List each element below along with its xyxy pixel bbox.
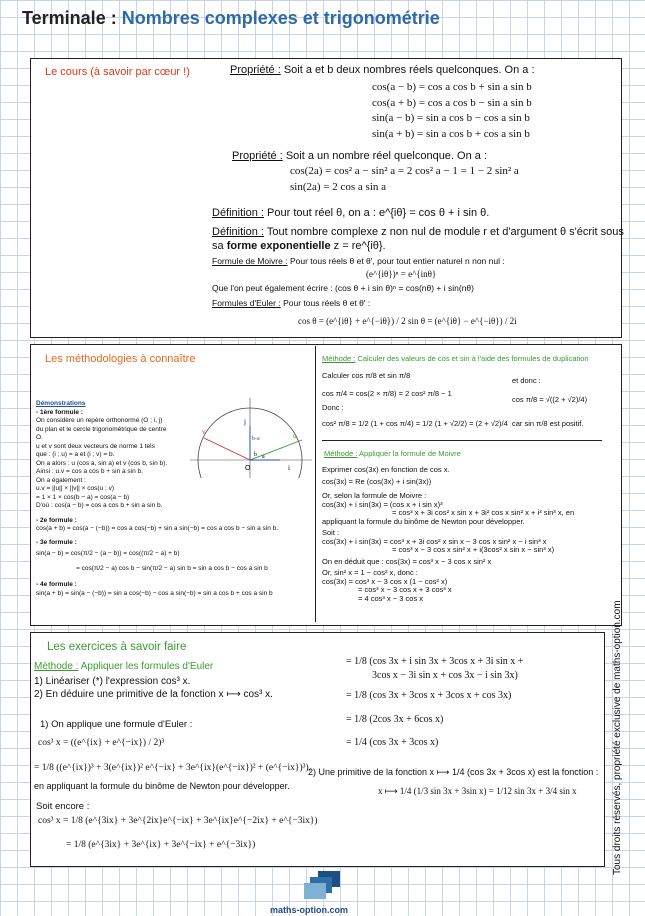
m2-line: Or, selon la formule de Moivre : <box>322 491 427 500</box>
label-u: u <box>293 432 297 440</box>
formula-sin-a-minus-b: sin(a − b) = sin a cos b − cos a sin b <box>372 112 530 124</box>
ex-left-line: cos³ x = ((e^{ix} + e^{−ix}) / 2)³ <box>38 738 165 748</box>
m2-body <box>322 466 574 603</box>
ex-q1: 1) Linéariser (*) l'expression cos³ x. <box>34 676 191 687</box>
demo-line: u et v sont deux vecteurs de norme 1 tels <box>36 442 155 450</box>
formula-sin-2a: sin(2a) = 2 cos a sin a <box>290 180 387 193</box>
ex-left-line: cos³ x = 1/8 (e^{3ix} + 3e^{2ix}e^{−ix} + 3e^{ix}e^{−2ix} + e^{−3ix}) <box>38 816 318 826</box>
m2-line: cos(3x) + i sin(3x) = cos³ x + 3i cos² x sin x − 3 cos x sin² x − i sin³ x <box>322 536 547 546</box>
moivre-text2: Que l'on peut également écrire : (cos θ + i sin θ)ⁿ = cos(nθ) + i sin(nθ) <box>212 283 474 293</box>
method-separator <box>322 440 602 441</box>
cours-box <box>30 58 622 338</box>
label-b-minus-a: b-a <box>252 436 260 442</box>
demo-line: - 2e formule : <box>36 516 77 524</box>
def1-text: Pour tout réel θ, on a : e^{iθ} = cos θ + i sin θ. <box>267 207 490 219</box>
demo-line: On considère un repère orthonormé (O ; i, j) <box>36 417 163 424</box>
euler-text: Pour tous réels θ et θ' : <box>283 298 371 308</box>
m2-line: = cos³ x − 3 cos x sin² x + i(3cos² x sin x − sin³ x) <box>392 545 555 554</box>
ex-left-line: en appliquant la formule du binôme de Newton pour développer. <box>34 781 290 791</box>
moivre-text: Pour tous réels θ et θ', pour tout entier naturel n non nul : <box>289 256 505 266</box>
demo-line: O. <box>36 434 43 441</box>
label-b: b <box>254 452 257 458</box>
ex-left-line: = 1/8 (e^{3ix} + 3e^{ix} + 3e^{−ix} + e^{−3ix}) <box>66 840 256 850</box>
demo-line: On a également : <box>36 476 86 484</box>
ex-s2: 2) Une primitive de la fonction x ⟼ 1/4 (cos 3x + 3cos x) est la fonction : <box>308 767 599 777</box>
m2-line: cos(3x) = cos³ x − 3 cos x (1 − cos² x) <box>322 576 448 586</box>
euler <box>212 298 370 309</box>
prop2-text: Soit a un nombre réel quelconque. On a : <box>285 150 487 162</box>
euler-sin: sin θ = (e^{iθ} − e^{−iθ}) / 2i <box>408 316 517 326</box>
exercices-section-title: Les exercices à savoir faire <box>47 641 187 653</box>
m1-line: cos π/4 = cos(2 × π/8) = 2 cos² π/8 − 1 <box>322 389 452 398</box>
ex-left-line: = 1/8 ((e^{ix})³ + 3(e^{ix})² e^{−ix} + 3e^{ix}(e^{−ix})² + (e^{−ix})³), <box>34 763 312 773</box>
demo-line: On a alors : u (cos a, sin a) et v (cos b, sin b). <box>36 459 168 467</box>
formula-cos-a-minus-b: cos(a − b) = cos a cos b + sin a sin b <box>372 81 532 93</box>
m2-line: = 4 cos³ x − 3 cos x <box>358 593 424 603</box>
formula-sin-a-plus-b: sin(a + b) = sin a cos b + cos a sin b <box>372 127 530 140</box>
logo-text[interactable]: maths-option.com <box>270 905 348 915</box>
m2-line: Exprimer cos(3x) en fonction de cos x. <box>322 465 450 474</box>
formula-cos-a-plus-b: cos(a + b) = cos a cos b − sin a sin b <box>372 96 532 109</box>
ex-method <box>34 660 213 673</box>
m2-line: Soit : <box>322 528 340 537</box>
m2-line: cos(3x) = Re (cos(3x) + i sin(3x)) <box>322 476 432 486</box>
ex-right-line: = 1/4 (cos 3x + 3cos x) <box>346 737 439 748</box>
demo-line: - 4e formule : <box>36 581 77 588</box>
demo-line: = 1 × 1 × cos(b − a) = cos(a − b) <box>36 493 130 501</box>
demo-line: que : (i ; u) = a et (i ; v) = b. <box>36 451 115 458</box>
logo-icon <box>300 869 346 903</box>
prop1-formulas <box>372 80 532 142</box>
ex-method-text: Appliquer les formules d'Euler <box>80 661 214 672</box>
demo-line: sin(a + b) = sin(a − (−b)) = sin a cos(−b) − cos a sin(−b) = sin a cos b + cos a sin b <box>36 589 273 597</box>
m2-line: Or, sin² x = 1 − cos² x, donc : <box>322 568 418 577</box>
label-a: a <box>262 454 265 460</box>
m2-line: = cos³ x − 3 cos x + 3 cos³ x <box>358 585 452 594</box>
demo-line: Ainsi : u.v = cos a cos b + sin a sin b. <box>36 468 143 475</box>
prop1 <box>230 64 535 77</box>
def2-line1 <box>212 226 624 239</box>
moivre-formula: (e^{iθ})ⁿ = e^{inθ} <box>366 269 437 279</box>
demo-line: - 1ère formule : <box>36 408 83 416</box>
m1-line: cos π/8 = √((2 + √2)/4) <box>512 395 588 404</box>
prop1-text: Soit a et b deux nombres réels quelconques. On a : <box>283 64 535 76</box>
ex-s1: 1) On applique une formule d'Euler : <box>40 719 193 730</box>
demo-line: D'où : cos(a − b) = cos a cos b + sin a sin b. <box>36 502 163 509</box>
methodologies-section-title: Les méthodologies à connaître <box>45 353 196 365</box>
m1-line: car sin π/8 est positif. <box>512 419 584 428</box>
prop2-label: Propriété : <box>232 150 283 162</box>
ex-right-line: = 1/8 (cos 3x + 3cos x + 3cos x + cos 3x) <box>346 690 512 701</box>
ex-right-line: = 1/8 (2cos 3x + 6cos x) <box>346 714 444 725</box>
demo-line: u.v = ||u|| × ||v|| × cos(u ; v) <box>36 485 114 492</box>
m2-line: On en déduit que : cos(3x) = cos³ x − 3 cos x sin² x <box>322 556 492 566</box>
methodologies-divider <box>315 346 316 622</box>
def2-text-1: Tout nombre complexe z non nul de module r et d'argument θ s'écrit sous <box>266 226 624 238</box>
ex-q2: 2) En déduire une primitive de la fonction x ⟼ cos³ x. <box>34 689 273 700</box>
m2-line: appliquant la formule du binôme de Newton pour développer. <box>322 516 525 526</box>
m1-label: Méthode : <box>322 354 356 363</box>
def2-label: Définition : <box>212 226 264 238</box>
m1-header <box>322 355 589 364</box>
title-main: Nombres complexes et trigonométrie <box>121 8 440 28</box>
page-title <box>22 8 440 29</box>
m1-line: Calculer cos π/8 et sin π/8 <box>322 371 411 380</box>
m2-header <box>324 450 461 459</box>
ex-method-label: Méthode : <box>34 661 79 672</box>
m2-text: Appliquer la formule de Moivre <box>359 449 461 458</box>
m1-line: Donc : <box>322 403 344 412</box>
ex-right-line: = 1/8 (cos 3x + i sin 3x + 3cos x + 3i sin x + <box>346 656 524 667</box>
demo-line: = cos(π/2 − a) cos b − sin(π/2 − a) sin b = sin a cos b − cos a sin b <box>76 564 268 572</box>
def2-text-2a: sa <box>212 240 227 252</box>
prop2-formulas <box>290 164 519 195</box>
moivre <box>212 256 505 267</box>
m2-label: Méthode : <box>324 449 358 458</box>
demonstrations <box>36 400 278 598</box>
moivre-label: Formule de Moivre : <box>212 256 288 266</box>
prop1-label: Propriété : <box>230 64 281 76</box>
label-j: j <box>244 418 246 426</box>
m1-line: et donc : <box>512 376 541 385</box>
copyright-side-text: Tous droits réservés, propriété exclusive de maths-option.com <box>612 600 623 875</box>
def1 <box>212 207 489 220</box>
demo-line: - 3e formule : <box>36 538 77 546</box>
ex-right-line: 3cos x − 3i sin x + cos 3x − i sin 3x) <box>372 670 518 681</box>
label-i: i <box>288 464 290 472</box>
m1-line: cos² π/8 = 1/2 (1 + cos π/4) = 1/2 (1 + √2/2) = (2 + √2)/4 <box>322 419 508 428</box>
m1-text: Calculer des valeurs de cos et sin à l'aide des formules de duplication <box>357 354 589 363</box>
def2-text-2b: forme exponentielle <box>226 240 331 252</box>
euler-label: Formules d'Euler : <box>212 298 281 308</box>
m2-line: = cos³ x + 3i cos² x sin x + 3i² cos x sin² x + i³ sin³ x, en <box>392 508 575 517</box>
formula-cos-2a: cos(2a) = cos² a − sin² a = 2 cos² a − 1 = 1 − 2 sin² a <box>290 165 519 177</box>
demo-title: Démonstrations <box>36 400 86 407</box>
ex-left-line: Soit encore : <box>36 801 90 812</box>
prop2 <box>232 150 487 163</box>
cours-section-title: Le cours (à savoir par cœur !) <box>45 66 190 78</box>
label-v: v <box>202 428 206 436</box>
def2-line2 <box>212 240 386 253</box>
def1-label: Définition : <box>212 207 264 219</box>
def2-text-2c: z = re^{iθ}. <box>330 240 386 252</box>
demo-line: sin(a − b) = cos(π/2 − (a − b)) = cos((π/2 − a) + b) <box>36 550 180 557</box>
m2-line: cos(3x) + i sin(3x) = (cos x + i sin x)³ <box>322 499 443 509</box>
title-prefix: Terminale : <box>22 8 122 28</box>
ex-s2-formula: x ⟼ 1/4 (1/3 sin 3x + 3sin x) = 1/12 sin 3x + 3/4 sin x <box>378 786 577 796</box>
euler-cos: cos θ = (e^{iθ} + e^{−iθ}) / 2 <box>298 316 406 326</box>
label-o: O <box>245 465 251 472</box>
demo-line: cos(a + b) = cos(a − (−b)) = cos a cos(−b) + sin a sin(−b) = cos a cos b − sin a sin b. <box>36 525 279 532</box>
demo-line: du plan et le cercle trigonométrique de centre <box>36 425 167 433</box>
